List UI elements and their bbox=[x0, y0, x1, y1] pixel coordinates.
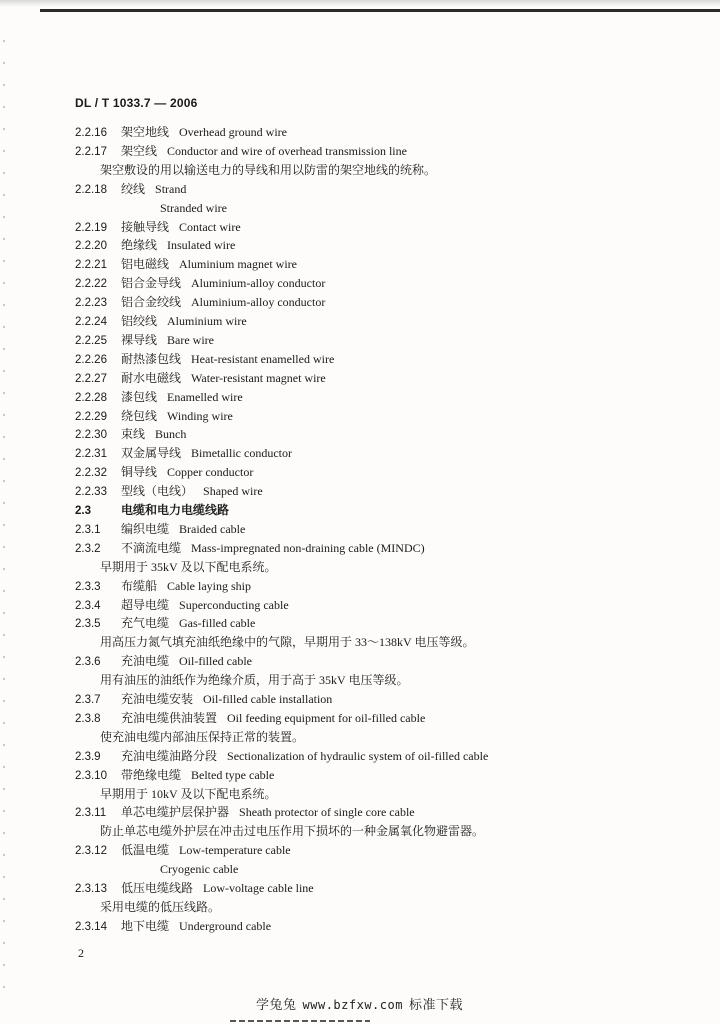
term-number: 2.2.25 bbox=[75, 334, 107, 347]
header-rule bbox=[40, 9, 720, 12]
term-number: 2.3.1 bbox=[75, 523, 101, 536]
term-entry bbox=[75, 182, 186, 198]
term-number: 2.2.21 bbox=[75, 259, 107, 272]
term-definition: 早期用于 10kV 及以下配电系统。 bbox=[100, 786, 277, 801]
footer-url: www.bzfxw.com bbox=[302, 998, 403, 1012]
term-english: Bare wire bbox=[167, 332, 214, 347]
term-chinese: 编织电缆 bbox=[121, 521, 170, 536]
term-chinese: 充油电缆供油装置 bbox=[121, 710, 218, 725]
term-number: 2.2.30 bbox=[75, 429, 107, 442]
term-number: 2.2.32 bbox=[75, 467, 107, 480]
term-chinese: 铝绞线 bbox=[121, 314, 158, 328]
term-entry bbox=[75, 598, 289, 614]
term-number: 2.3.7 bbox=[75, 694, 101, 706]
term-number: 2.2.22 bbox=[75, 278, 107, 291]
term-number: 2.2.16 bbox=[75, 127, 107, 139]
term-chinese: 裸导线 bbox=[121, 332, 158, 347]
term-number: 2.3.11 bbox=[75, 807, 107, 820]
term-number: 2.2.20 bbox=[75, 240, 107, 253]
standard-header: DL / T 1033.7 — 2006 bbox=[75, 96, 198, 110]
term-entry bbox=[75, 352, 334, 368]
term-entry bbox=[75, 257, 297, 273]
term-english: Cable laying ship bbox=[167, 578, 252, 593]
term-chinese: 不滴流电缆 bbox=[121, 540, 182, 555]
term-number: 2.3.5 bbox=[75, 618, 101, 631]
term-english: Water-resistant magnet wire bbox=[191, 370, 326, 385]
term-number: 2.2.28 bbox=[75, 391, 107, 404]
term-english: Oil-filled cable bbox=[179, 654, 252, 669]
term-number: 2.3.12 bbox=[75, 845, 107, 858]
watermark-footer bbox=[256, 994, 463, 1013]
term-entry bbox=[75, 768, 274, 784]
term-english: Contact wire bbox=[179, 219, 241, 234]
term-english: Bunch bbox=[155, 427, 187, 442]
term-english: Copper conductor bbox=[167, 465, 254, 480]
term-entry bbox=[75, 446, 292, 462]
term-chinese: 充气电缆 bbox=[121, 616, 170, 631]
term-english: Aluminium magnet wire bbox=[179, 257, 297, 272]
term-number: 2.3.4 bbox=[75, 599, 101, 612]
term-number: 2.2.19 bbox=[75, 221, 107, 234]
term-english: Aluminium wire bbox=[167, 314, 247, 328]
term-english: Low-voltage cable line bbox=[203, 881, 314, 895]
term-english: Sheath protector of single core cable bbox=[239, 805, 415, 820]
page-number: 2 bbox=[78, 946, 84, 960]
term-number: 2.3.13 bbox=[75, 883, 107, 895]
term-chinese: 接触导线 bbox=[121, 219, 170, 234]
term-chinese: 充油电缆 bbox=[121, 654, 170, 669]
term-english: Underground cable bbox=[179, 918, 272, 933]
term-entry bbox=[75, 541, 425, 557]
term-english: Aluminium-alloy conductor bbox=[191, 276, 326, 291]
term-chinese: 型线（电线） bbox=[121, 484, 194, 499]
term-chinese: 绝缘线 bbox=[121, 238, 158, 253]
term-chinese: 耐热漆包线 bbox=[121, 351, 182, 366]
term-chinese: 漆包线 bbox=[121, 389, 158, 404]
term-entry bbox=[75, 390, 243, 406]
term-entry bbox=[75, 692, 332, 708]
term-entry bbox=[75, 314, 247, 330]
term-entry bbox=[75, 276, 325, 292]
term-chinese: 单芯电缆护层保护器 bbox=[121, 805, 230, 820]
term-entry bbox=[75, 654, 252, 670]
term-chinese: 耐水电磁线 bbox=[121, 370, 182, 385]
term-chinese: 布缆船 bbox=[121, 578, 158, 593]
term-definition: 采用电缆的低压线路。 bbox=[100, 899, 221, 914]
term-number: 2.2.27 bbox=[75, 372, 107, 385]
term-english: Conductor and wire of overhead transmission line bbox=[167, 143, 407, 158]
term-chinese: 架空地线 bbox=[121, 125, 170, 139]
term-entry bbox=[75, 220, 241, 236]
term-entry bbox=[75, 503, 239, 519]
term-chinese: 带绝缘电缆 bbox=[121, 767, 182, 782]
term-chinese: 铝合金绞线 bbox=[121, 295, 182, 310]
footer-tagline: 标准下载 bbox=[408, 997, 463, 1012]
term-entry bbox=[75, 711, 425, 727]
term-number: 2.2.17 bbox=[75, 145, 107, 158]
term-entry bbox=[75, 144, 407, 160]
term-chinese: 绞线 bbox=[121, 181, 146, 196]
term-chinese: 低压电缆线路 bbox=[121, 881, 194, 895]
term-entry bbox=[75, 579, 251, 595]
term-english: Winding wire bbox=[167, 408, 233, 423]
term-number: 2.3.2 bbox=[75, 542, 101, 555]
term-english: Shaped wire bbox=[203, 484, 263, 499]
term-english: Aluminium-alloy conductor bbox=[191, 295, 326, 310]
term-chinese: 充油电缆油路分段 bbox=[121, 748, 218, 763]
term-english: Gas-filled cable bbox=[179, 616, 256, 631]
term-definition: 防止单芯电缆外护层在冲击过电压作用下损坏的一种金属氧化物避雷器。 bbox=[100, 824, 485, 839]
term-number: 2.2.26 bbox=[75, 353, 107, 366]
term-number: 2.2.18 bbox=[75, 183, 107, 196]
term-entry bbox=[75, 409, 233, 425]
term-entry bbox=[75, 427, 186, 443]
term-number: 2.2.31 bbox=[75, 448, 107, 461]
term-english: Overhead ground wire bbox=[179, 125, 287, 139]
term-english: Braided cable bbox=[179, 521, 246, 536]
term-english-alt: Stranded wire bbox=[160, 200, 227, 215]
term-english: Strand bbox=[155, 181, 187, 196]
term-number: 2.3.3 bbox=[75, 580, 101, 593]
term-english: Low-temperature cable bbox=[179, 843, 291, 858]
term-english: Oil-filled cable installation bbox=[203, 692, 333, 706]
term-entry bbox=[75, 522, 245, 538]
scan-margin-marks bbox=[3, 40, 5, 1000]
term-entry bbox=[75, 843, 291, 859]
term-number: 2.3.9 bbox=[75, 750, 101, 763]
term-entry bbox=[75, 484, 263, 500]
term-number: 2.3.6 bbox=[75, 656, 101, 669]
term-english: Oil feeding equipment for oil-filled cable bbox=[227, 710, 426, 725]
term-entry bbox=[75, 749, 488, 765]
term-chinese: 电缆和电力电缆线路 bbox=[121, 503, 230, 517]
term-number: 2.2.23 bbox=[75, 297, 107, 310]
term-entry bbox=[75, 238, 235, 254]
footer-rule bbox=[230, 1020, 370, 1022]
term-definition: 用有油压的油纸作为绝缘介质，用于高于 35kV 电压等级。 bbox=[100, 673, 409, 688]
term-english: Belted type cable bbox=[191, 767, 275, 782]
term-entry bbox=[75, 333, 214, 349]
term-entry bbox=[75, 881, 314, 897]
term-number: 2.2.33 bbox=[75, 486, 107, 499]
term-number: 2.3 bbox=[75, 505, 91, 517]
term-chinese: 束线 bbox=[121, 427, 146, 442]
term-chinese: 充油电缆安装 bbox=[121, 692, 194, 706]
term-chinese: 超导电缆 bbox=[121, 597, 170, 612]
term-definition: 早期用于 35kV 及以下配电系统。 bbox=[100, 559, 277, 574]
scan-top-shadow bbox=[0, 0, 720, 7]
term-english: Superconducting cable bbox=[179, 597, 289, 612]
term-definition: 用高压力氮气填充油纸绝缘中的气隙，早期用于 33～138kV 电压等级。 bbox=[100, 635, 475, 650]
term-entry bbox=[75, 125, 287, 141]
term-definition: 使充油电缆内部油压保持正常的装置。 bbox=[100, 729, 305, 744]
term-definition: 架空敷设的用以输送电力的导线和用以防雷的架空地线的统称。 bbox=[100, 162, 437, 177]
term-english: Mass-impregnated non-draining cable (MINDC) bbox=[191, 540, 425, 555]
term-chinese: 铝合金导线 bbox=[121, 276, 182, 291]
term-entry bbox=[75, 295, 325, 311]
term-number: 2.3.14 bbox=[75, 920, 107, 933]
footer-site-name: 学兔兔 bbox=[256, 997, 297, 1012]
term-number: 2.3.10 bbox=[75, 769, 107, 782]
term-chinese: 铜导线 bbox=[121, 465, 158, 480]
term-chinese: 地下电缆 bbox=[121, 918, 170, 933]
term-english: Sectionalization of hydraulic system of oil-filled cable bbox=[227, 748, 489, 763]
term-chinese: 铝电磁线 bbox=[121, 257, 170, 272]
term-chinese: 低温电缆 bbox=[121, 843, 170, 858]
term-chinese: 架空线 bbox=[121, 143, 158, 158]
term-english: Bimetallic conductor bbox=[191, 446, 292, 461]
term-english: Heat-resistant enamelled wire bbox=[191, 351, 335, 366]
term-english-alt: Cryogenic cable bbox=[160, 862, 239, 877]
term-entry bbox=[75, 465, 253, 481]
term-number: 2.2.29 bbox=[75, 410, 107, 423]
term-chinese: 双金属导线 bbox=[121, 446, 182, 461]
term-number: 2.2.24 bbox=[75, 316, 107, 328]
term-chinese: 绕包线 bbox=[121, 408, 158, 423]
term-english: Enamelled wire bbox=[167, 389, 243, 404]
term-number: 2.3.8 bbox=[75, 712, 101, 725]
term-english: Insulated wire bbox=[167, 238, 236, 253]
term-entry bbox=[75, 616, 255, 632]
term-entry bbox=[75, 805, 415, 821]
term-entry bbox=[75, 371, 326, 387]
term-entry bbox=[75, 919, 271, 935]
